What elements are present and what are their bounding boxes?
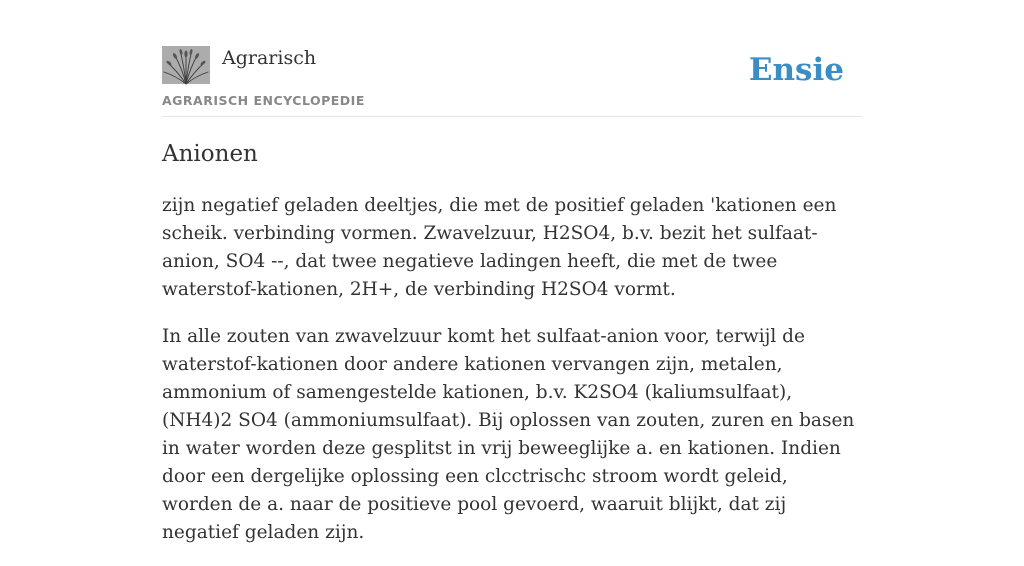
source-avatar[interactable] [162,46,210,84]
wheat-icon [162,46,210,84]
article-paragraph: In alle zouten van zwavelzuur komt het sulfaat-anion voor, terwijl de waterstof-kationen door andere kationen vervangen zijn, metalen, ammonium of samengestelde kationen, b.v. K2SO4 (kaliumsulfaat), (NH4)2 SO4 (ammoniumsulfaat). Bij oplossen van zouten, zuren en basen in water worden deze gesplitst in vrij beweeglijke a. en kationen. Indien door een dergelijke oplossing een clcctrischc stroom wordt geleid, worden de a. naar de positieve pool gevoerd, waaruit blijkt, dat zij negatief geladen zijn. [162,326,855,543]
article-body [162,192,862,566]
article-header [162,46,862,117]
ensie-logo-link[interactable]: Ensie [748,52,844,88]
article-paragraph: zijn negatief geladen deeltjes, die met de positief geladen 'kationen een scheik. verbinding vormen. Zwavelzuur, H2SO4, b.v. bezit het sulfaat-anion, SO4 --, dat twee negatieve ladingen heeft, die met de twee waterstof-kationen, 2H+, de verbinding H2SO4 vormt. [162,195,837,300]
source-subtitle: AGRARISCH ENCYCLOPEDIE [162,93,365,108]
page-title: Anionen [162,141,258,167]
source-name[interactable]: Agrarisch [222,47,317,69]
